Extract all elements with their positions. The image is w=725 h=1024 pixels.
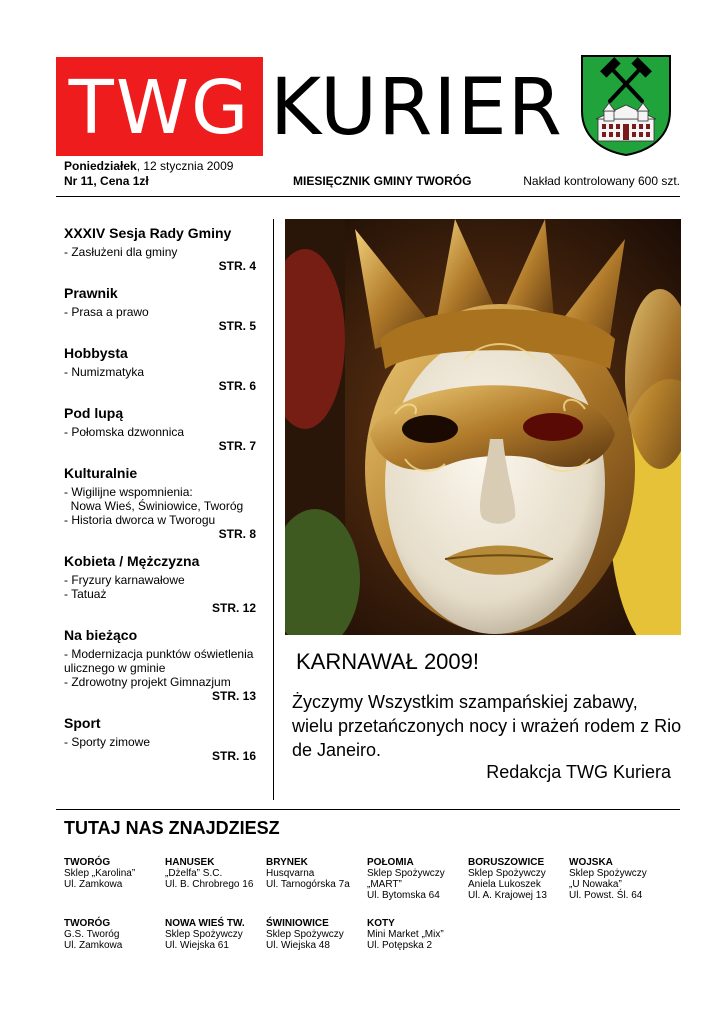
coat-of-arms-icon (578, 53, 674, 157)
circulation: Nakład kontrolowany 600 szt. (523, 174, 680, 188)
distribution-city: ŚWINIOWICE (266, 918, 329, 929)
distribution-city: POŁOMIA (367, 857, 414, 868)
toc-page-ref: STR. 13 (211, 689, 256, 703)
distribution-line: „MART” (367, 879, 402, 890)
toc-item: Nowa Wieś, Świniowice, Tworóg (64, 499, 244, 513)
distribution-line: Ul. Tarnogórska 7a (266, 879, 350, 890)
distribution-point (569, 857, 669, 901)
toc-section-title: Pod lupą (64, 405, 124, 421)
distribution-city: TWORÓG (64, 857, 111, 868)
distribution-city: HANUSEK (165, 857, 215, 868)
distribution-city: NOWA WIEŚ TW. (165, 918, 245, 929)
distribution-point (64, 918, 164, 951)
column-divider (273, 219, 274, 800)
distribution-line: Sklep „Karolina” (64, 868, 136, 879)
toc-section-title: Na bieżąco (64, 627, 138, 643)
toc-section-title: Kobieta / Mężczyzna (64, 553, 200, 569)
distribution-city: BRYNEK (266, 857, 308, 868)
distribution-line: Sklep Spożywczy (468, 868, 546, 879)
distribution-line: Aniela Lukoszek (468, 879, 541, 890)
toc-item: - Prasa a prawo (64, 305, 149, 319)
brand-logo-box (56, 57, 263, 156)
distribution-line: Ul. A. Krajowej 13 (468, 890, 547, 901)
toc-item: - Sporty zimowe (64, 735, 151, 749)
distribution-line: Ul. Potępska 2 (367, 940, 433, 951)
distribution-city: WOJSKA (569, 857, 613, 868)
toc-item: - Fryzury karnawałowe (64, 573, 185, 587)
distribution-line: Sklep Spożywczy (266, 929, 344, 940)
toc-section (64, 225, 256, 274)
toc-item: - Modernizacja punktów oświetlenia ulicznego w gminie (64, 647, 257, 675)
distribution-line: Sklep Spożywczy (165, 929, 243, 940)
distribution-line: Ul. Powst. Śl. 64 (569, 890, 643, 901)
distribution-city: BORUSZOWICE (468, 857, 545, 868)
distribution-point (64, 857, 164, 890)
distribution-point (468, 857, 568, 901)
toc-section-title: Kulturalnie (64, 465, 138, 481)
issue-number: Nr 11, Cena 1zł (64, 174, 149, 188)
carnival-mask-photo (285, 219, 681, 635)
header-rule (56, 196, 680, 197)
toc-item: - Numizmatyka (64, 365, 145, 379)
distribution-line: Husqvarna (266, 868, 315, 879)
toc-item: - Historia dworca w Tworogu (64, 513, 216, 527)
distribution-line: „U Nowaka” (569, 879, 622, 890)
toc-section-title: Sport (64, 715, 101, 731)
toc-item: - Wigilijne wspomnienia: (64, 485, 193, 499)
brand-logo-text: TWG (68, 65, 251, 151)
distribution-point (266, 918, 366, 951)
feature-headline: KARNAWAŁ 2009! (296, 649, 480, 674)
distribution-point (165, 918, 265, 951)
distribution-line: Ul. Bytomska 64 (367, 890, 440, 901)
distribution-city: TWORÓG (64, 918, 111, 929)
toc-page-ref: STR. 5 (218, 319, 256, 333)
issue-date: Poniedziałek, 12 stycznia 2009 (64, 159, 234, 173)
toc-item: - Połomska dzwonnica (64, 425, 185, 439)
toc-page-ref: STR. 8 (218, 527, 256, 541)
distribution-point (266, 857, 366, 890)
distribution-line: Ul. Zamkowa (64, 940, 123, 951)
feature-signature: Redakcja TWG Kuriera (486, 762, 671, 782)
toc-section-title: Hobbysta (64, 345, 128, 361)
toc-page-ref: STR. 16 (211, 749, 256, 763)
toc-section-title: Prawnik (64, 285, 118, 301)
toc-section (64, 405, 256, 454)
toc-section-title: XXXIV Sesja Rady Gminy (64, 225, 232, 241)
toc-section (64, 715, 256, 764)
distribution-line: Mini Market „Mix” (367, 929, 444, 940)
distribution-line: Ul. B. Chrobrego 16 (165, 879, 254, 890)
toc-page-ref: STR. 4 (218, 259, 256, 273)
toc-page-ref: STR. 6 (218, 379, 256, 393)
toc-section (64, 345, 256, 394)
distribution-city: KOTY (367, 918, 395, 929)
toc-page-ref: STR. 7 (218, 439, 256, 453)
toc-section (64, 627, 256, 704)
distribution-title: TUTAJ NAS ZNAJDZIESZ (64, 818, 280, 838)
distribution-line: Sklep Spożywczy (367, 868, 445, 879)
distribution-line: Ul. Wiejska 61 (165, 940, 229, 951)
distribution-line: Sklep Spożywczy (569, 868, 647, 879)
toc-section (64, 553, 256, 616)
newspaper-title: KURIER (270, 63, 563, 153)
distribution-line: Ul. Zamkowa (64, 879, 123, 890)
tagline: MIESIĘCZNIK GMINY TWORÓG (293, 174, 472, 188)
distribution-point (367, 857, 467, 901)
distribution-point (367, 918, 467, 951)
toc-section (64, 465, 256, 542)
distribution-point (165, 857, 265, 890)
feature-wishes: Życzymy Wszystkim szampańskiej zabawy, wielu przetańczonych nocy i wrażeń rodem z Rio de Janeiro. (292, 692, 682, 760)
distribution-line: Ul. Wiejska 48 (266, 940, 330, 951)
toc-item: - Zasłużeni dla gminy (64, 245, 178, 259)
toc-item: - Zdrowotny projekt Gimnazjum (64, 675, 231, 689)
toc-page-ref: STR. 12 (211, 601, 256, 615)
toc-item: - Tatuaż (64, 587, 107, 601)
distribution-line: G.S. Tworóg (64, 929, 120, 940)
toc-section (64, 285, 256, 334)
distribution-line: „Dżelfa” S.C. (165, 868, 223, 879)
table-of-contents (64, 225, 256, 775)
footer-rule (56, 809, 680, 810)
